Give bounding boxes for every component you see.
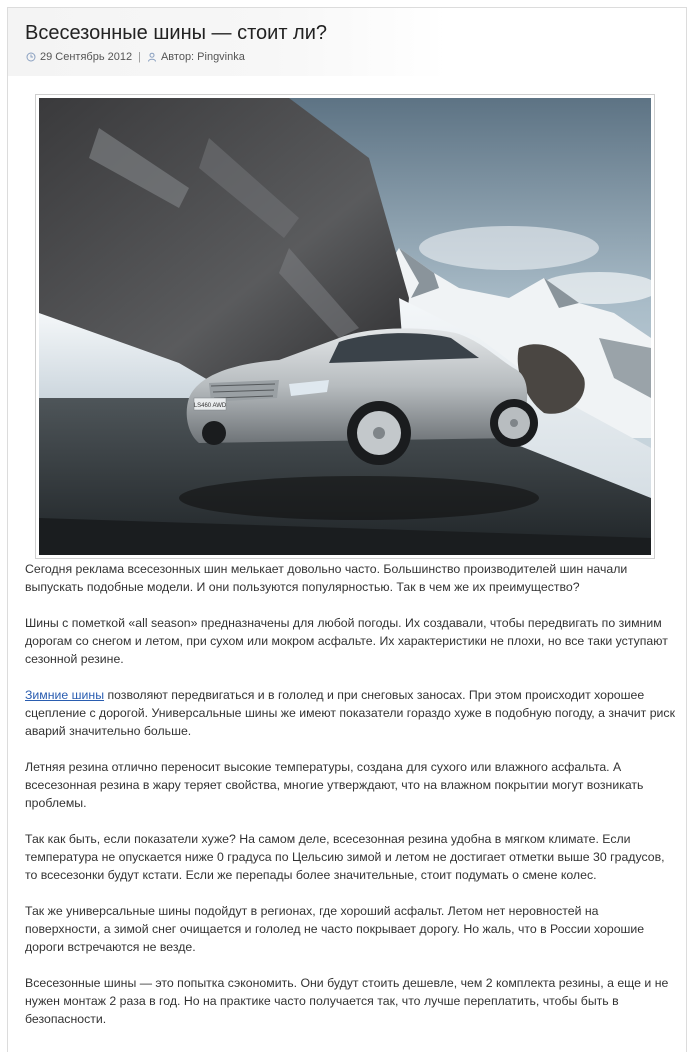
post-header xyxy=(8,8,448,76)
user-icon xyxy=(147,52,157,62)
winter-tires-link[interactable]: Зимние шины xyxy=(25,688,105,702)
paragraph-3 xyxy=(25,686,675,740)
featured-image xyxy=(35,94,655,559)
paragraph-1: Сегодня реклама всесезонных шин мелькает довольно часто. Большинство производителей шин начали выпускать подобные модели. И они пользуются популярностью. Так в чем же их преимущество? xyxy=(25,562,628,594)
clock-icon xyxy=(26,52,36,62)
paragraph-6: Так же универсальные шины подойдут в регионах, где хороший асфальт. Летом нет неровностей на поверхности, а зимой снег очищается и гололед не часто покрывает дорогу. Но жаль, что в России хорошие дороги встречаются не везде. xyxy=(25,904,645,954)
paragraph-4: Летняя резина отлично переносит высокие температуры, создана для сухого или влажного асфальта. А всесезонная резина в жару теряет свойства, многие утверждают, что на влажном покрытии могут возникать проблемы. xyxy=(25,760,644,810)
image-badge: LS460 AWD xyxy=(193,403,227,409)
post xyxy=(7,7,687,1052)
meta-separator: | xyxy=(138,51,141,63)
paragraph-2: Шины с пометкой «all season» предназначены для любой погоды. Их создавали, чтобы передвигать по зимним дорогам со снегом и летом, при сухом или мокром асфальте. Их характеристики не плохи, но все таки уступают сезонной резине. xyxy=(25,616,668,666)
car-photo xyxy=(39,98,651,555)
paragraph-7: Всесезонные шины — это попытка сэкономить. Они будут стоить дешевле, чем 2 комплекта резины, а еще и не нужен монтаж 2 раза в год. Но на практике часто получается так, что лучше переплатить, чтобы быть в безопасности. xyxy=(25,976,669,1026)
paragraph-5: Так как быть, если показатели хуже? На самом деле, всесезонная резина удобна в мягком климате. Если температура не опускается ниже 0 градуса по Цельсию зимой и летом не достигает отметки выше 30 градусов, то всесезонки будут кстати. Если же перепады более значительные, стоит подумать о смене колес. xyxy=(25,832,665,882)
post-author[interactable]: Автор: Pingvinka xyxy=(160,51,245,63)
post-content xyxy=(25,560,675,1046)
post-meta xyxy=(26,51,245,63)
paragraph-3-text: позволяют передвигаться и в гололед и при снеговых заносах. При этом происходит хорошее сцепление с дорогой. Универсальные шины же имеют показатели гораздо хуже в подобную погоду, а значит риск аварий значительно больше. xyxy=(25,688,675,738)
post-title[interactable]: Всесезонные шины — стоит ли? xyxy=(25,22,328,44)
post-date: 29 Сентябрь 2012 xyxy=(40,51,133,63)
